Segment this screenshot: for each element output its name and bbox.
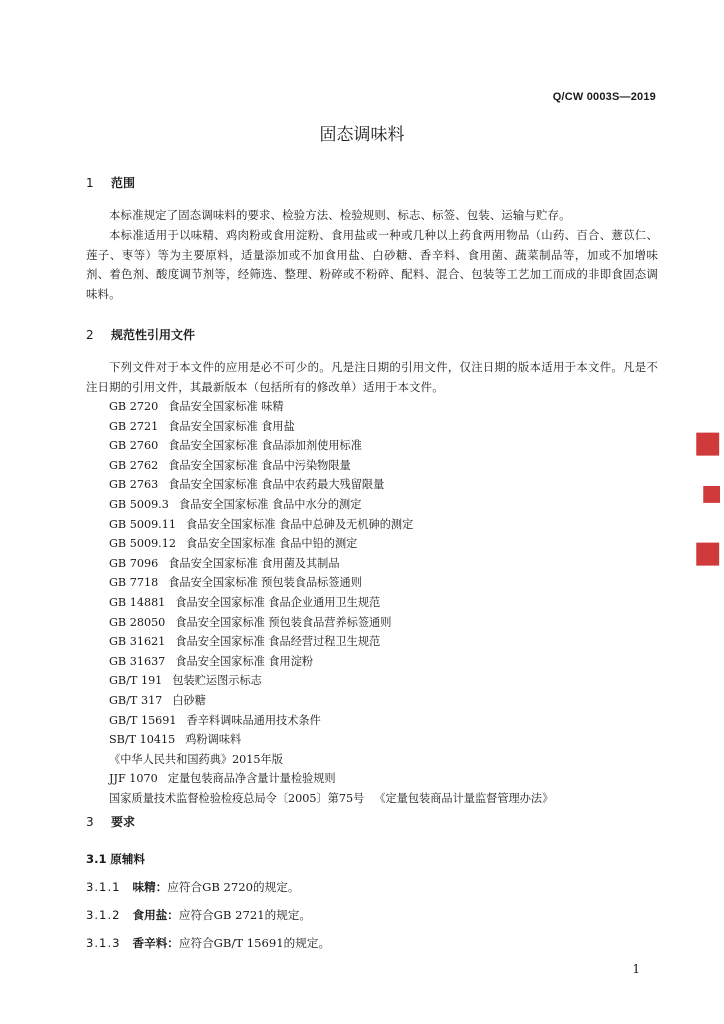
reference-item [109, 456, 553, 476]
section-2-number: 2 [86, 328, 94, 342]
reference-code: GB 14881 [109, 595, 166, 609]
section-1-heading [86, 174, 135, 191]
reference-code: GB 31621 [109, 635, 166, 649]
reference-code: JJF 1070 [109, 772, 158, 786]
reference-code: GB 5009.12 [109, 537, 176, 551]
reference-title: 食品安全国家标准 食品中水分的测定 [178, 497, 362, 511]
reference-title: 食品安全国家标准 味精 [168, 400, 284, 413]
reference-code: 国家质量技术监督检验检疫总局令〔2005〕第75号 [109, 791, 365, 805]
scope-paragraph-2: 本标准适用于以味精、鸡肉粉或食用淀粉、食用盐或一种或几种以上药食两用物品（山药、百合、薏苡仁、莲子、枣等）等为主要原料，适量添加或不加食用盐、白砂糖、香辛料、食用菌、蔬菜制品等，加或不加增味剂、着色剂、酸度调节剂等，经筛选、整理、粉碎或不粉碎、配料、混合、包装等工艺加工而成的非即食固态调味料。 [86, 228, 658, 301]
page-number: 1 [632, 962, 640, 976]
reference-item [109, 652, 553, 672]
clause-label: 味精： [132, 880, 168, 894]
reference-title: 定量包装商品净含量计量检验规则 [167, 772, 336, 786]
reference-item [109, 730, 553, 750]
reference-item [109, 554, 553, 574]
reference-code: SB/T 10415 [109, 733, 176, 747]
clause-3-1-3 [86, 935, 330, 951]
reference-code: 《中华人民共和国药典》2015年版 [109, 752, 283, 766]
scope-paragraph-1: 本标准规定了固态调味料的要求、检验方法、检验规则、标志、标签、包装、运输与贮存。 [109, 208, 571, 222]
reference-title: 食品安全国家标准 食品企业通用卫生规范 [175, 595, 381, 609]
section-3-heading [86, 813, 135, 830]
reference-code: GB 5009.3 [109, 497, 169, 511]
reference-code: GB 7718 [109, 576, 159, 590]
reference-item [109, 789, 553, 809]
reference-title: 食品安全国家标准 食品中铅的测定 [185, 537, 358, 551]
reference-item [109, 632, 553, 652]
reference-code: GB 2720 [109, 400, 159, 413]
reference-item [109, 750, 553, 770]
reference-title: 食品安全国家标准 食用盐 [168, 419, 295, 433]
reference-title: 食品安全国家标准 食品经营过程卫生规范 [175, 635, 381, 649]
reference-code: GB/T 15691 [109, 713, 177, 727]
clause-number: 3.1.1 [86, 880, 121, 894]
reference-item [109, 515, 553, 535]
clause-3-1-2 [86, 907, 311, 923]
reference-item [109, 711, 553, 731]
clause-3-1-1 [86, 879, 299, 895]
clause-label: 香辛料： [132, 936, 179, 950]
reference-item [109, 495, 553, 515]
clause-text: 应符合GB 2720的规定。 [167, 880, 300, 894]
reference-title: 食品安全国家标准 食用淀粉 [175, 654, 314, 668]
clause-text: 应符合GB/T 15691的规定。 [178, 936, 331, 950]
section-2-heading [86, 326, 195, 343]
seal-stamp-fragment: ■ ■ ■ [693, 425, 722, 570]
reference-code: GB/T 191 [109, 674, 163, 688]
reference-title: 香辛料调味品通用技术条件 [186, 713, 321, 727]
clause-text: 应符合GB 2721的规定。 [178, 908, 312, 922]
reference-item [109, 534, 553, 554]
reference-code: GB 7096 [109, 556, 159, 570]
reference-title: 鸡粉调味料 [185, 733, 242, 747]
clause-label: 食用盐： [132, 908, 179, 922]
reference-item [109, 397, 553, 417]
reference-item [109, 436, 553, 456]
reference-item [109, 573, 553, 593]
reference-code: GB 2762 [109, 458, 159, 472]
reference-code: GB/T 317 [109, 693, 163, 707]
reference-item [109, 691, 553, 711]
references-intro: 下列文件对于本文件的应用是必不可少的。凡是注日期的引用文件，仅注日期的版本适用于本文件。凡是不注日期的引用文件，其最新版本（包括所有的修改单）适用于本文件。 [86, 360, 658, 394]
reference-title: 食品安全国家标准 食品中总砷及无机砷的测定 [185, 517, 414, 531]
section-3-number: 3 [86, 815, 94, 829]
reference-title: 食品安全国家标准 食品中污染物限量 [168, 458, 351, 472]
reference-item [109, 671, 553, 691]
clause-number: 3.1.2 [86, 908, 121, 922]
reference-title: 食品安全国家标准 预包装食品营养标签通则 [175, 615, 392, 629]
section-3-title: 要求 [111, 815, 136, 829]
reference-code: GB 31637 [109, 654, 166, 668]
subsection-3-1-number: 3.1 [86, 852, 107, 866]
subsection-3-1-heading [86, 851, 145, 867]
reference-list [109, 397, 553, 808]
reference-title: 食品安全国家标准 食品添加剂使用标准 [168, 439, 362, 453]
reference-title: 食品安全国家标准 食用菌及其制品 [168, 556, 340, 570]
clause-number: 3.1.3 [86, 936, 121, 950]
reference-code: GB 28050 [109, 615, 166, 629]
reference-item [109, 769, 553, 789]
section-1-title: 范围 [111, 176, 136, 190]
reference-title: 食品安全国家标准 预包装食品标签通则 [168, 576, 362, 590]
reference-title: 食品安全国家标准 食品中农药最大残留限量 [168, 478, 385, 492]
reference-title: 包装贮运图示标志 [172, 674, 262, 688]
reference-title: 白砂糖 [172, 693, 206, 707]
reference-code: GB 2763 [109, 478, 159, 492]
reference-code: GB 2760 [109, 439, 159, 453]
section-2-title: 规范性引用文件 [111, 328, 196, 342]
reference-item [109, 417, 553, 437]
reference-code: GB 5009.11 [109, 517, 176, 531]
section-1-number: 1 [86, 176, 94, 190]
reference-item [109, 593, 553, 613]
subsection-3-1-title: 原辅料 [110, 852, 146, 866]
reference-code: GB 2721 [109, 419, 159, 433]
document-title: 固态调味料 [319, 125, 405, 145]
reference-item [109, 613, 553, 633]
standard-code: Q/CW 0003S—2019 [552, 91, 656, 103]
reference-item [109, 475, 553, 495]
reference-title: 《定量包装商品计量监督管理办法》 [374, 791, 554, 805]
